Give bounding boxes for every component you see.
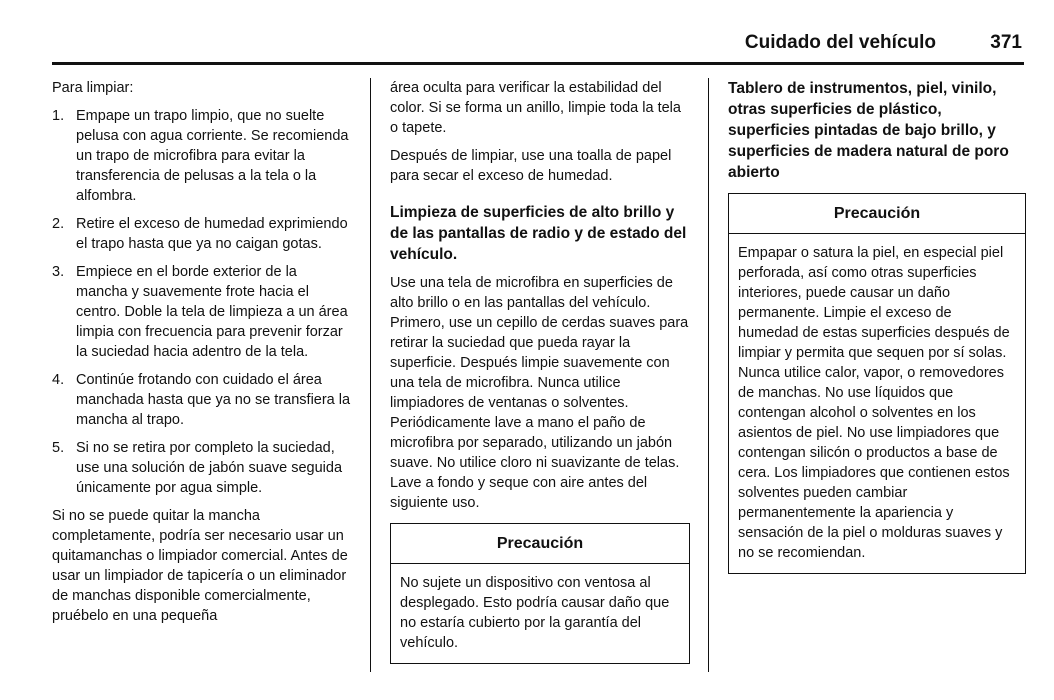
step-text: Continúe frotando con cuidado el área manchada hasta que ya no se transfiera la mancha al trapo. [76, 372, 351, 428]
caution-box [728, 193, 1026, 574]
caution-title: Precaución [729, 194, 1025, 234]
caution-text: Empapar o satura la piel, en especial piel perforada, así como otras superficies interiores, puede causar un daño permanente. Limpie el exceso de humedad de estas superficies después de limpiar y permita que sequen por sí solas. Nunca utilice calor, vapor, o removedores de manchas. No use líquidos que contengan alcohol o solventes en los asientos de piel. No use limpiadores que contengan silicón o productos a base de cera. Los limpiadores que contienen estos solventes pueden cambiar permanentemente la apariencia y sensación de la piel o molduras suaves y no se recomiendan. [738, 245, 1010, 561]
column-middle [390, 78, 690, 664]
list-item [52, 262, 352, 362]
paragraph-color-test: área oculta para verificar la estabilidad del color. Si se forma un anillo, limpie toda la tela o tapete. [390, 80, 681, 136]
section-title: Cuidado del vehículo [744, 32, 936, 53]
step-number: 4. [52, 372, 65, 388]
section-heading-dashboard: Tablero de instrumentos, piel, vinilo, otras superficies de plástico, superficies pintadas de bajo brillo, y superficies de madera natural de poro abierto [728, 80, 1009, 181]
step-text: Empiece en el borde exterior de la mancha y suavemente frote hacia el centro. Doble la tela de limpieza a un área limpia con frecuencia para prevenir forzar la suciedad hacia adentro de la tela. [76, 264, 348, 360]
step-text: Si no se retira por completo la suciedad, use una solución de jabón suave seguida únicamente por agua simple. [76, 440, 343, 496]
page-header [52, 30, 1024, 65]
paragraph-microfiber: Use una tela de microfibra en superficies de alto brillo o en las pantallas del vehículo. Primero, use un cepillo de cerdas suaves para retirar la suciedad que pueda rayar la superficie. Después limpie suavemente con una tela de microfibra. Nunca utilice limpiadores de ventanas o solventes. Periódicamente lave a mano el paño de microfibra por separado, utilizando un jabón suave. No utilice cloro ni suavizante de telas. Lave a fondo y seque con aire antes del siguiente uso. [390, 275, 689, 511]
step-text: Retire el exceso de humedad exprimiendo el trapo hasta que ya no caigan gotas. [76, 216, 348, 252]
step-number: 3. [52, 264, 65, 280]
step-text: Empape un trapo limpio, que no suelte pelusa con agua corriente. Se recomienda un trapo de microfibra para evitar la transferencia de pelusas a la tela o la alfombra. [76, 108, 349, 204]
column-left [52, 78, 352, 634]
column-right [728, 78, 1026, 574]
caution-title: Precaución [391, 524, 689, 564]
list-item [52, 106, 352, 206]
step-number: 1. [52, 108, 65, 124]
paragraph-stain-remover: Si no se puede quitar la mancha completamente, podría ser necesario usar un quitamanchas o limpiador comercial. Antes de usar un limpiador de tapicería o un eliminador de manchas disponible comercialmente, pruébelo en una pequeña [52, 508, 348, 624]
cleaning-steps [52, 106, 352, 498]
caution-box [390, 523, 690, 664]
paragraph-dry: Después de limpiar, use una toalla de papel para secar el exceso de humedad. [390, 148, 672, 184]
intro-text: Para limpiar: [52, 80, 134, 96]
step-number: 2. [52, 216, 65, 232]
page-number: 371 [990, 32, 1022, 53]
column-divider-2 [708, 78, 709, 672]
column-divider-1 [370, 78, 371, 672]
caution-text: No sujete un dispositivo con ventosa al desplegado. Esto podría causar daño que no estaría cubierto por la garantía del vehículo. [400, 575, 670, 651]
list-item [52, 214, 352, 254]
list-item [52, 370, 352, 430]
step-number: 5. [52, 440, 65, 456]
section-heading-high-gloss: Limpieza de superficies de alto brillo y de las pantallas de radio y de estado del vehículo. [390, 204, 687, 263]
list-item [52, 438, 352, 498]
